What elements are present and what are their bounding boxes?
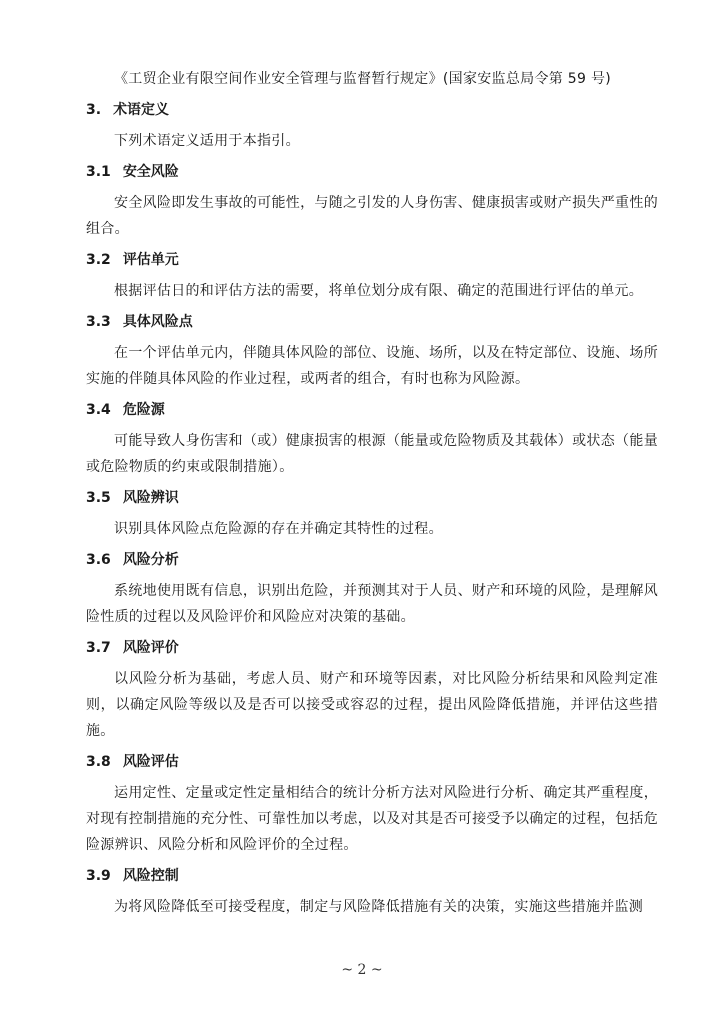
term-definition: 识别具体风险点危险源的存在并确定其特性的过程。 [114, 521, 443, 537]
term-definition: 可能导致人身伤害和（或）健康损害的根源（能量或危险物质及其载体）或状态（能量或危险物质的约束或限制措施）。 [86, 433, 658, 475]
term-title: 危险源 [122, 402, 165, 418]
term-definition: 运用定性、定量或定性定量相结合的统计分析方法对风险进行分析、确定其严重程度，对现有控制措施的充分性、可靠性加以考虑，以及对其是否可接受予以确定的过程，包括危险源辨识、风险分析和风险评价的全过程。 [86, 785, 658, 853]
term-definition: 安全风险即发生事故的可能性，与随之引发的人身伤害、健康损害或财产损失严重性的组合。 [86, 195, 658, 237]
term-number: 3.1 [86, 164, 111, 180]
term-3-1 [86, 160, 658, 242]
term-3-8 [86, 750, 658, 858]
term-heading [86, 310, 658, 334]
term-definition: 在一个评估单元内，伴随具体风险的部位、设施、场所，以及在特定部位、设施、场所实施的伴随具体风险的作业过程，或两者的组合，有时也称为风险源。 [86, 345, 658, 387]
term-heading [86, 864, 658, 888]
term-heading [86, 636, 658, 660]
term-title: 风险评估 [122, 754, 179, 770]
regulation-reference: 《工贸企业有限空间作业安全管理与监督暂行规定》(国家安监总局令第 59 号) [114, 71, 612, 87]
section-intro: 下列术语定义适用于本指引。 [114, 133, 300, 149]
term-heading [86, 398, 658, 422]
term-definition: 为将风险降低至可接受程度，制定与风险降低措施有关的决策，实施这些措施并监测 [114, 899, 644, 915]
term-number: 3.5 [86, 490, 111, 506]
term-number: 3.3 [86, 314, 111, 330]
term-definition: 以风险分析为基础，考虑人员、财产和环境等因素，对比风险分析结果和风险判定准则，以确定风险等级以及是否可以接受或容忍的过程，提出风险降低措施，并评估这些措施。 [86, 671, 658, 739]
section-number: 3. [86, 102, 102, 118]
document-page [86, 66, 658, 926]
term-3-4 [86, 398, 658, 480]
term-title: 评估单元 [122, 252, 179, 268]
term-title: 风险评价 [122, 640, 179, 656]
term-number: 3.8 [86, 754, 111, 770]
term-title: 具体风险点 [122, 314, 193, 330]
term-number: 3.4 [86, 402, 111, 418]
term-number: 3.6 [86, 552, 111, 568]
term-definition: 系统地使用既有信息，识别出危险，并预测其对于人员、财产和环境的风险，是理解风险性质的过程以及风险评价和风险应对决策的基础。 [86, 583, 658, 625]
term-title: 风险辨识 [122, 490, 179, 506]
term-title: 安全风险 [122, 164, 179, 180]
term-definition: 根据评估日的和评估方法的需要，将单位划分成有限、确定的范围进行评估的单元。 [114, 283, 644, 299]
page-number: ~ 2 ~ [341, 962, 383, 978]
section-title: 术语定义 [113, 102, 170, 118]
term-heading [86, 160, 658, 184]
term-3-5 [86, 486, 658, 542]
term-title: 风险分析 [122, 552, 179, 568]
term-3-6 [86, 548, 658, 630]
term-3-2 [86, 248, 658, 304]
term-heading [86, 750, 658, 774]
term-heading [86, 486, 658, 510]
term-number: 3.7 [86, 640, 111, 656]
term-title: 风险控制 [122, 868, 179, 884]
term-heading [86, 248, 658, 272]
term-heading [86, 548, 658, 572]
term-number: 3.2 [86, 252, 111, 268]
term-3-9 [86, 864, 658, 920]
term-3-7 [86, 636, 658, 744]
term-3-3 [86, 310, 658, 392]
term-number: 3.9 [86, 868, 111, 884]
section-heading-3 [86, 98, 658, 122]
